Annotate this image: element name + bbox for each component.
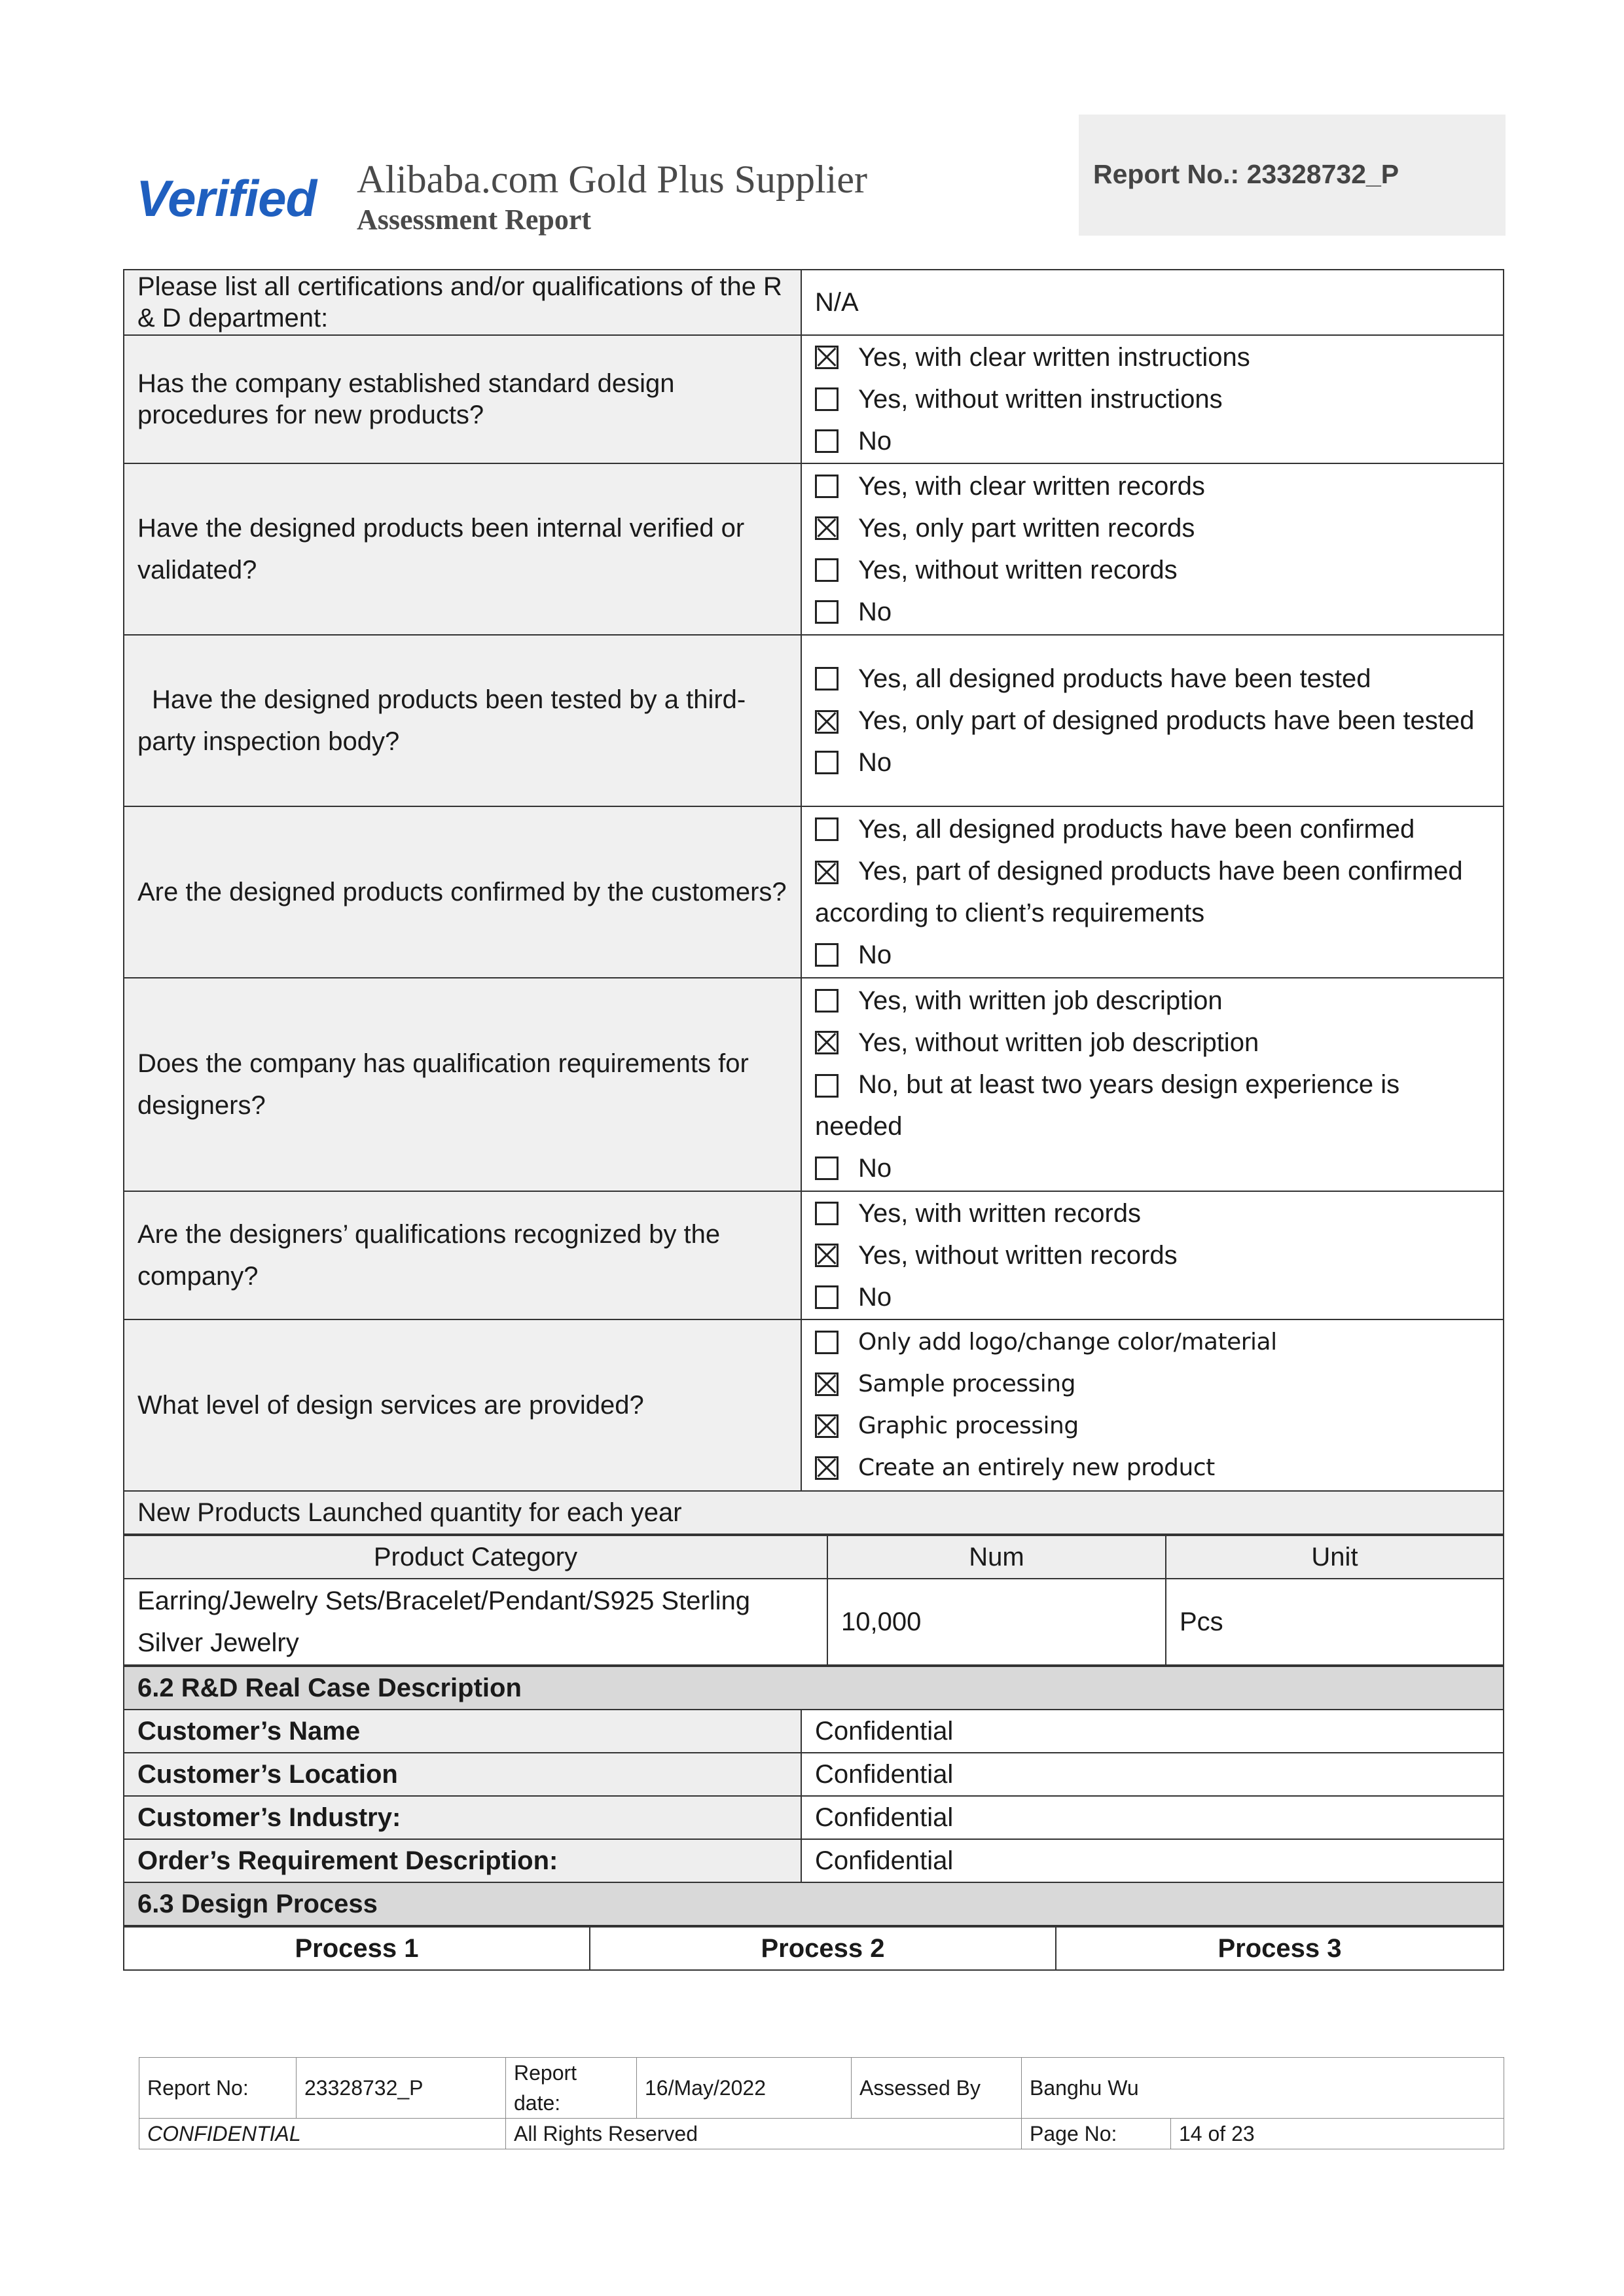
table-row (124, 1579, 1504, 1665)
footer-report-date: 16/May/2022 (637, 2058, 852, 2119)
column-header: Unit (1166, 1535, 1504, 1579)
case-label: Customer’s Industry: (124, 1796, 801, 1839)
checkbox-icon[interactable] (815, 558, 839, 582)
checkbox-icon[interactable] (815, 1202, 839, 1225)
footer-report-date-label: Report date: (506, 2058, 637, 2119)
checkbox-icon[interactable] (815, 1331, 839, 1354)
answer: N/A (801, 270, 1504, 335)
verified-logo (136, 162, 319, 234)
product-num: 10,000 (827, 1579, 1166, 1665)
options: Yes, with clear written records Yes, only part written records Yes, without written records No (801, 463, 1504, 635)
report-number: Report No.: 23328732_P (1093, 159, 1399, 189)
question: Have the designed products been internal verified or validated? (124, 463, 801, 635)
checkbox-icon[interactable] (815, 600, 839, 624)
question-row (124, 1319, 1504, 1491)
option: Yes, without written instructions (815, 378, 1490, 420)
page-footer (139, 2057, 1504, 2149)
new-products-heading: New Products Launched quantity for each year (124, 1491, 1504, 1534)
question-row (124, 1191, 1504, 1319)
options: Yes, all designed products have been confirmed Yes, part of designed products have been confirmed according to client’s requirements No (801, 806, 1504, 978)
question-row (124, 978, 1504, 1191)
options: Yes, with written job description Yes, without written job description No, but at least two years design experience is needed No (801, 978, 1504, 1191)
checked-checkbox-icon[interactable] (815, 346, 839, 369)
question-row (124, 270, 1504, 335)
checked-checkbox-icon[interactable] (815, 1414, 839, 1438)
checked-checkbox-icon[interactable] (815, 1244, 839, 1267)
question: Are the designers’ qualifications recognized by the company? (124, 1191, 801, 1319)
product-unit: Pcs (1166, 1579, 1504, 1665)
checkbox-icon[interactable] (815, 817, 839, 841)
options: Only add logo/change color/material Sample processing Graphic processing Create an entirely new product (801, 1319, 1504, 1491)
question: Are the designed products confirmed by the customers? (124, 806, 801, 978)
case-label: Customer’s Name (124, 1710, 801, 1753)
question: Have the designed products been tested by a third-party inspection body? (124, 635, 801, 806)
checked-checkbox-icon[interactable] (815, 710, 839, 734)
checkbox-icon[interactable] (815, 475, 839, 498)
new-products-table (123, 1535, 1504, 1666)
options (801, 335, 1504, 463)
question: Has the company established standard design procedures for new products? (124, 335, 801, 463)
checkbox-icon[interactable] (815, 1074, 839, 1098)
question-row (124, 463, 1504, 635)
process-header: Process 3 (1056, 1927, 1504, 1970)
footer-report-no-label: Report No: (139, 2058, 297, 2119)
footer-confidential: CONFIDENTIAL (139, 2119, 506, 2149)
checkbox-icon[interactable] (815, 667, 839, 691)
column-header: Num (827, 1535, 1166, 1579)
process-header: Process 2 (590, 1927, 1056, 1970)
question-row (124, 635, 1504, 806)
case-value: Confidential (801, 1839, 1504, 1882)
verified-logo-text: Verified (136, 169, 317, 227)
footer-assessed-by-label: Assessed By (852, 2058, 1022, 2119)
section-heading-row (124, 1491, 1504, 1534)
checked-checkbox-icon[interactable] (815, 861, 839, 884)
question: Please list all certifications and/or qualifications of the R & D department: (124, 270, 801, 335)
checkbox-icon[interactable] (815, 387, 839, 411)
footer-rights: All Rights Reserved (506, 2119, 1022, 2149)
product-category: Earring/Jewelry Sets/Bracelet/Pendant/S925 Sterling Silver Jewelry (124, 1579, 827, 1665)
checked-checkbox-icon[interactable] (815, 1031, 839, 1054)
footer-page-label: Page No: (1022, 2119, 1171, 2149)
case-value: Confidential (801, 1753, 1504, 1796)
checkbox-icon[interactable] (815, 943, 839, 967)
case-table (123, 1666, 1504, 1926)
question: What level of design services are provided? (124, 1319, 801, 1491)
footer-page-number: 14 of 23 (1171, 2119, 1504, 2149)
question-row (124, 806, 1504, 978)
report-number-box (1079, 115, 1506, 236)
case-label: Customer’s Location (124, 1753, 801, 1796)
checkbox-icon[interactable] (815, 989, 839, 1013)
option: No (815, 420, 1490, 462)
options: Yes, all designed products have been tested Yes, only part of designed products have been tested No (801, 635, 1504, 806)
question: Does the company has qualification requirements for designers? (124, 978, 801, 1191)
footer-assessed-by: Banghu Wu (1022, 2058, 1504, 2119)
case-value: Confidential (801, 1710, 1504, 1753)
option: Yes, with clear written instructions (815, 336, 1490, 378)
checkbox-icon[interactable] (815, 751, 839, 774)
case-label: Order’s Requirement Description: (124, 1839, 801, 1882)
checked-checkbox-icon[interactable] (815, 1372, 839, 1396)
options: Yes, with written records Yes, without written records No (801, 1191, 1504, 1319)
footer-report-no: 23328732_P (297, 2058, 506, 2119)
process-header: Process 1 (124, 1927, 590, 1970)
checkbox-icon[interactable] (815, 1285, 839, 1309)
checkbox-icon[interactable] (815, 1157, 839, 1180)
design-process-table (123, 1926, 1504, 1971)
section-heading: 6.2 R&D Real Case Description (124, 1666, 1504, 1710)
checked-checkbox-icon[interactable] (815, 516, 839, 540)
column-header: Product Category (124, 1535, 827, 1579)
case-value: Confidential (801, 1796, 1504, 1839)
checkbox-icon[interactable] (815, 429, 839, 453)
report-title: Alibaba.com Gold Plus Supplier (357, 158, 867, 201)
question-row (124, 335, 1504, 463)
assessment-table (123, 269, 1504, 1971)
report-subtitle: Assessment Report (357, 204, 592, 236)
section-heading: 6.3 Design Process (124, 1882, 1504, 1926)
checked-checkbox-icon[interactable] (815, 1456, 839, 1480)
